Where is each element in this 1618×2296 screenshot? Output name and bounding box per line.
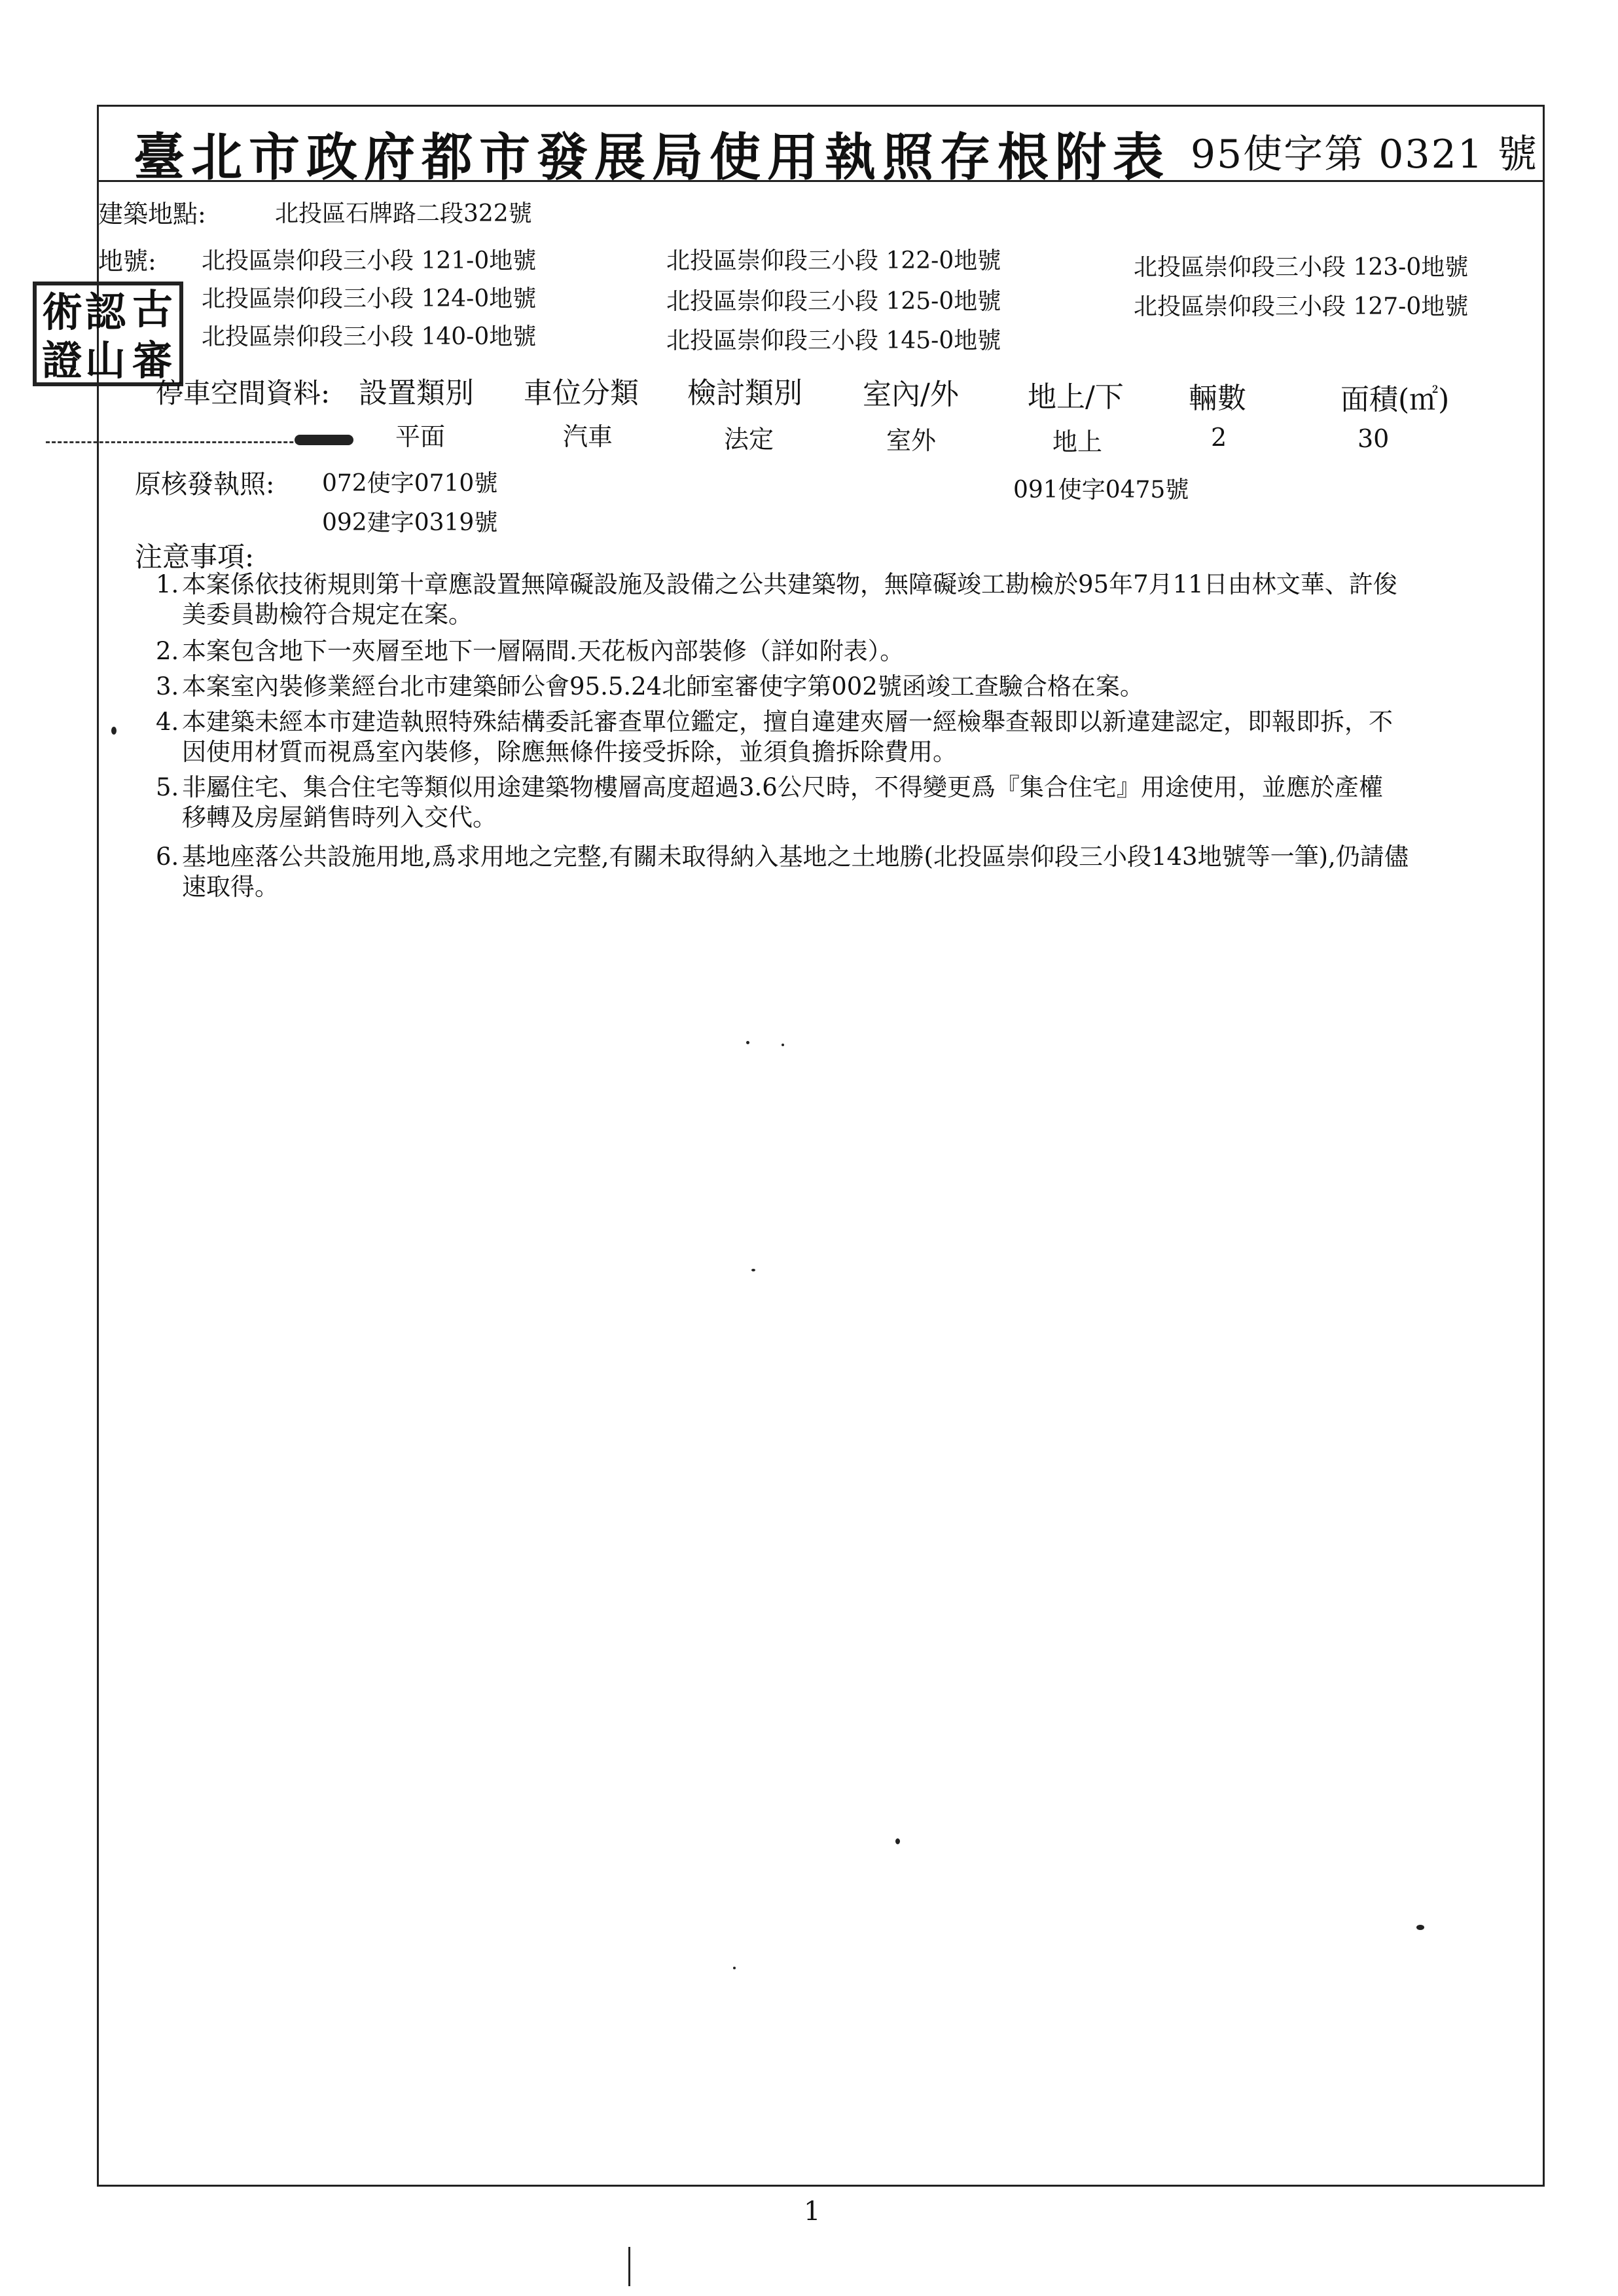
- lot-item: 北投區崇仰段三小段 122-0地號: [666, 247, 1001, 274]
- scan-speck: [1416, 1925, 1424, 1930]
- scan-blot: [295, 435, 353, 445]
- scan-tick-mark: [628, 2247, 630, 2286]
- parking-header: 設置類別: [359, 376, 474, 410]
- scan-speck: [751, 1269, 755, 1271]
- parking-header: 地上/下: [1028, 380, 1124, 414]
- parking-cell: 2: [1211, 423, 1227, 452]
- note-item: 4. 本建築未經本市建造執照特殊結構委託審查單位鑑定，擅自違建夾層一經檢舉查報即以新違建認定，即報即拆，不 因使用材質而視爲室內裝修，除應無條件接受拆除，並須負擔拆除費用。: [156, 708, 1393, 766]
- document-title: 臺北市政府都市發展局使用執照存根附表: [134, 128, 1171, 187]
- parking-cell: 地上: [1052, 428, 1103, 456]
- site-address: 北投區石牌路二段322號: [275, 200, 532, 227]
- scan-speck: [895, 1838, 900, 1844]
- scan-speck: [111, 727, 117, 735]
- parking-header: 車位分類: [524, 376, 639, 410]
- scan-speck: [782, 1044, 784, 1046]
- original-permit: 072使字0710號: [322, 470, 498, 497]
- parking-cell: 法定: [724, 425, 774, 454]
- original-permit: 091使字0475號: [1013, 477, 1189, 503]
- parking-cell: 30: [1357, 424, 1390, 453]
- lot-item: 北投區崇仰段三小段 121-0地號: [202, 247, 537, 274]
- parking-cell: 汽車: [563, 422, 613, 451]
- note-item: 2. 本案包含地下一夾層至地下一層隔間.天花板內部裝修（詳如附表）。: [156, 637, 905, 665]
- parking-header: 輛數: [1189, 382, 1246, 415]
- notes-label: 注意事項:: [135, 541, 255, 573]
- lots-label: 地號:: [98, 247, 156, 276]
- lot-item: 北投區崇仰段三小段 123-0地號: [1134, 254, 1469, 281]
- lot-item: 北投區崇仰段三小段 140-0地號: [202, 323, 537, 350]
- scan-speck: [733, 1967, 736, 1969]
- lot-item: 北投區崇仰段三小段 124-0地號: [202, 285, 537, 312]
- parking-header: 室內/外: [863, 378, 959, 411]
- note-item: 1. 本案係依技術規則第十章應設置無障礙設施及設備之公共建築物，無障礙竣工勘檢於95年7月11日由林文華、許俊 美委員勘檢符合規定在案。: [156, 570, 1397, 629]
- parking-label: 停車空間資料:: [156, 377, 331, 409]
- parking-cell: 室外: [886, 426, 937, 455]
- document-frame: [97, 105, 1545, 2187]
- note-item: 5. 非屬住宅、集合住宅等類似用途建築物樓層高度超過3.6公尺時，不得變更爲『集合住宅』用途使用，並應於產權 移轉及房屋銷售時列入交代。: [156, 773, 1383, 831]
- lot-item: 北投區崇仰段三小段 125-0地號: [666, 288, 1001, 315]
- original-permits-label: 原核發執照:: [135, 469, 275, 500]
- lot-item: 北投區崇仰段三小段 145-0地號: [666, 327, 1001, 354]
- parking-header: 面積(㎡): [1340, 383, 1450, 416]
- parking-cell: 平面: [395, 422, 446, 451]
- note-item: 3. 本案室內裝修業經台北市建築師公會95.5.24北師室審使字第002號函竣工查驗合格在案。: [156, 672, 1144, 701]
- note-item: 6. 基地座落公共設施用地,爲求用地之完整,有關未取得納入基地之土地勝(北投區崇仰段三小段143地號等一筆),仍請儘 速取得。: [156, 843, 1409, 901]
- seal-stamp: 術 認 古 證 山 審: [33, 282, 183, 386]
- lot-item: 北投區崇仰段三小段 127-0地號: [1134, 293, 1469, 320]
- page-number: 1: [804, 2196, 821, 2227]
- title-row: [97, 105, 1545, 187]
- permit-number: 95使字第 0321 號: [1190, 132, 1538, 177]
- site-label: 建築地點:: [98, 200, 206, 228]
- original-permit: 092建字0319號: [322, 509, 498, 536]
- scan-speck: [746, 1041, 749, 1044]
- parking-header: 檢討類別: [687, 376, 802, 410]
